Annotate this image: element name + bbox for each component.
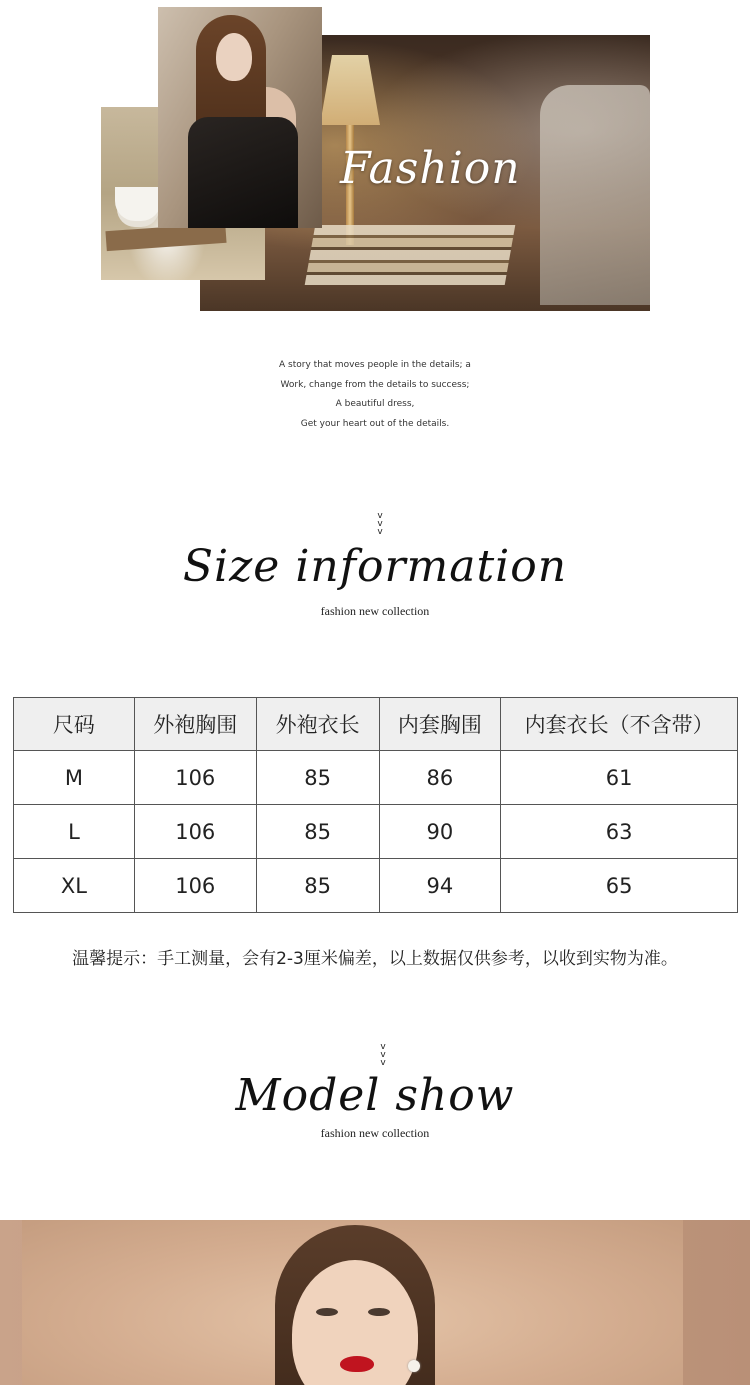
quote-line: A beautiful dress, [335, 399, 415, 409]
table-header: 外袍衣长 [256, 698, 379, 751]
quote-line: Work, change from the details to success; [280, 379, 470, 390]
table-row [14, 805, 738, 859]
table-cell: 106 [134, 751, 256, 805]
fashion-overlay-text: Fashion [340, 143, 521, 194]
table-cell: M [14, 751, 135, 805]
model-section-title: Model show [235, 1070, 515, 1121]
table-cell: 94 [379, 859, 501, 913]
table-cell: 65 [501, 859, 738, 913]
books-stack [305, 225, 516, 285]
size-table [13, 697, 738, 913]
table-cell: 106 [134, 859, 256, 913]
table-cell: 85 [256, 805, 379, 859]
table-cell: 86 [379, 751, 501, 805]
table-cell: L [14, 805, 135, 859]
chevron-down-icon: v v v [377, 511, 383, 537]
table-row [14, 751, 738, 805]
measurement-note: 温馨提示：手工测量，会有2-3厘米偏差，以上数据仅供参考，以收到实物为准。 [72, 949, 678, 969]
model-face [216, 33, 252, 81]
table-cell: 63 [501, 805, 738, 859]
black-dress [188, 117, 298, 228]
table-header-row [14, 698, 738, 751]
quote-line: Get your heart out of the details. [300, 418, 450, 429]
table-cell: 90 [379, 805, 501, 859]
table-row [14, 859, 738, 913]
size-section-title: Size information [182, 541, 568, 592]
table-header: 内套胸围 [379, 698, 501, 751]
lamp-shade [320, 55, 380, 125]
table-cell: 85 [256, 859, 379, 913]
table-cell: XL [14, 859, 135, 913]
chair [540, 85, 650, 305]
quote-block [0, 356, 750, 434]
size-section-subtitle: fashion new collection [320, 604, 430, 618]
model-photo [0, 1220, 750, 1385]
table-cell: 85 [256, 751, 379, 805]
table-header: 内套衣长（不含带） [501, 698, 738, 751]
teacup [115, 187, 161, 221]
model-section-subtitle: fashion new collection [320, 1126, 430, 1140]
chevron-down-icon: v v v [380, 1042, 386, 1068]
pearl-earring [408, 1360, 420, 1372]
table-cell: 106 [134, 805, 256, 859]
quote-line: A story that moves people in the details; a [279, 360, 471, 370]
table-header: 尺码 [14, 698, 135, 751]
table-cell: 61 [501, 751, 738, 805]
model-eye [316, 1308, 338, 1316]
model-eye [368, 1308, 390, 1316]
model-lips [340, 1356, 374, 1372]
model-back-photo [158, 7, 322, 228]
table-header: 外袍胸围 [134, 698, 256, 751]
